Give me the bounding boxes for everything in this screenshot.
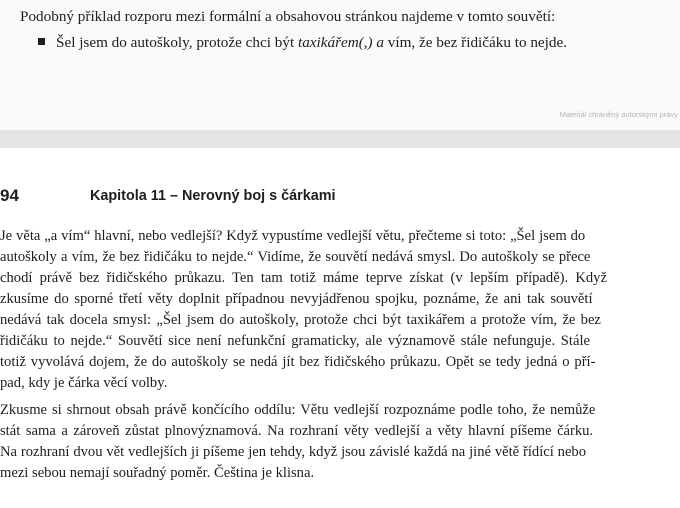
page-divider	[0, 130, 680, 148]
example-bullet-item	[38, 33, 567, 53]
page-number: 94	[0, 186, 19, 205]
paragraph-line: pad, kdy je čárka věcí volby.	[0, 375, 168, 391]
example-text-italic: taxikářem(,) a	[297, 34, 384, 51]
paragraph-line: Na rozhraní dvou vět vedlejších ji píšeme jen tehdy, když jsou závislé každá na jiné větě řídící nebo	[0, 444, 587, 460]
paragraph-line: nedává tak docela smysl: „Šel jsem do autoškoly, protože chci být taxikářem a protože vím, že bez	[0, 312, 601, 328]
intro-sentence: Podobný příklad rozporu mezi formální a obsahovou stránkou najdeme v tomto souvětí:	[20, 8, 556, 25]
paragraph-line: totiž vyvolává dojem, že do autoškoly se nedá jít bez řidičského průkazu. Opět se tedy jedná o pří-	[0, 354, 596, 370]
copyright-watermark: Materiál chráněný autorskými právy	[559, 110, 678, 119]
example-text-start: Šel jsem do autoškoly, protože chci být	[56, 34, 298, 51]
paragraph-line: mezi sebou nemají souřadný poměr. Čeština je klisna.	[0, 465, 315, 481]
paragraph-1	[0, 226, 620, 394]
paragraph-2	[0, 400, 620, 484]
chapter-title: Kapitola 11 – Nerovný boj s čárkami	[90, 188, 336, 204]
paragraph-line: autoškoly a vím, že bez řidičáku to nejde.“ Vidíme, že souvětí nedává smysl. Do autoškoly se přece	[0, 249, 591, 265]
square-bullet-icon	[38, 38, 45, 45]
paragraph-line: Zkusme si shrnout obsah právě končícího oddílu: Větu vedlejší rozpoznáme podle toho, že nemůže	[0, 402, 596, 418]
paragraph-line: stát sama a zároveň zůstat plnovýznamová. Na rozhraní věty vedlejší a věty hlavní píšeme čárku.	[0, 423, 594, 439]
paragraph-line: zkusíme do sporné třetí věty doplnit případnou nevyjádřenou spojku, poznáme, že ani tak souvětí	[0, 291, 593, 307]
paragraph-line: Je věta „a vím“ hlavní, nebo vedlejší? Když vypustíme vedlejší větu, přečteme si toto: „Šel jsem do	[0, 228, 586, 244]
example-text-end: vím, že bez řidičáku to nejde.	[384, 34, 568, 51]
paragraph-line: chodí právě bez řidičského průkazu. Ten tam totiž máme teprve získat (v lepším případě). Když	[0, 270, 607, 286]
paragraph-line: řidičáku to nejde.“ Souvětí sice není nefunkční gramaticky, ale významově stále nefunguje. Stále	[0, 333, 590, 349]
previous-page	[0, 0, 680, 130]
